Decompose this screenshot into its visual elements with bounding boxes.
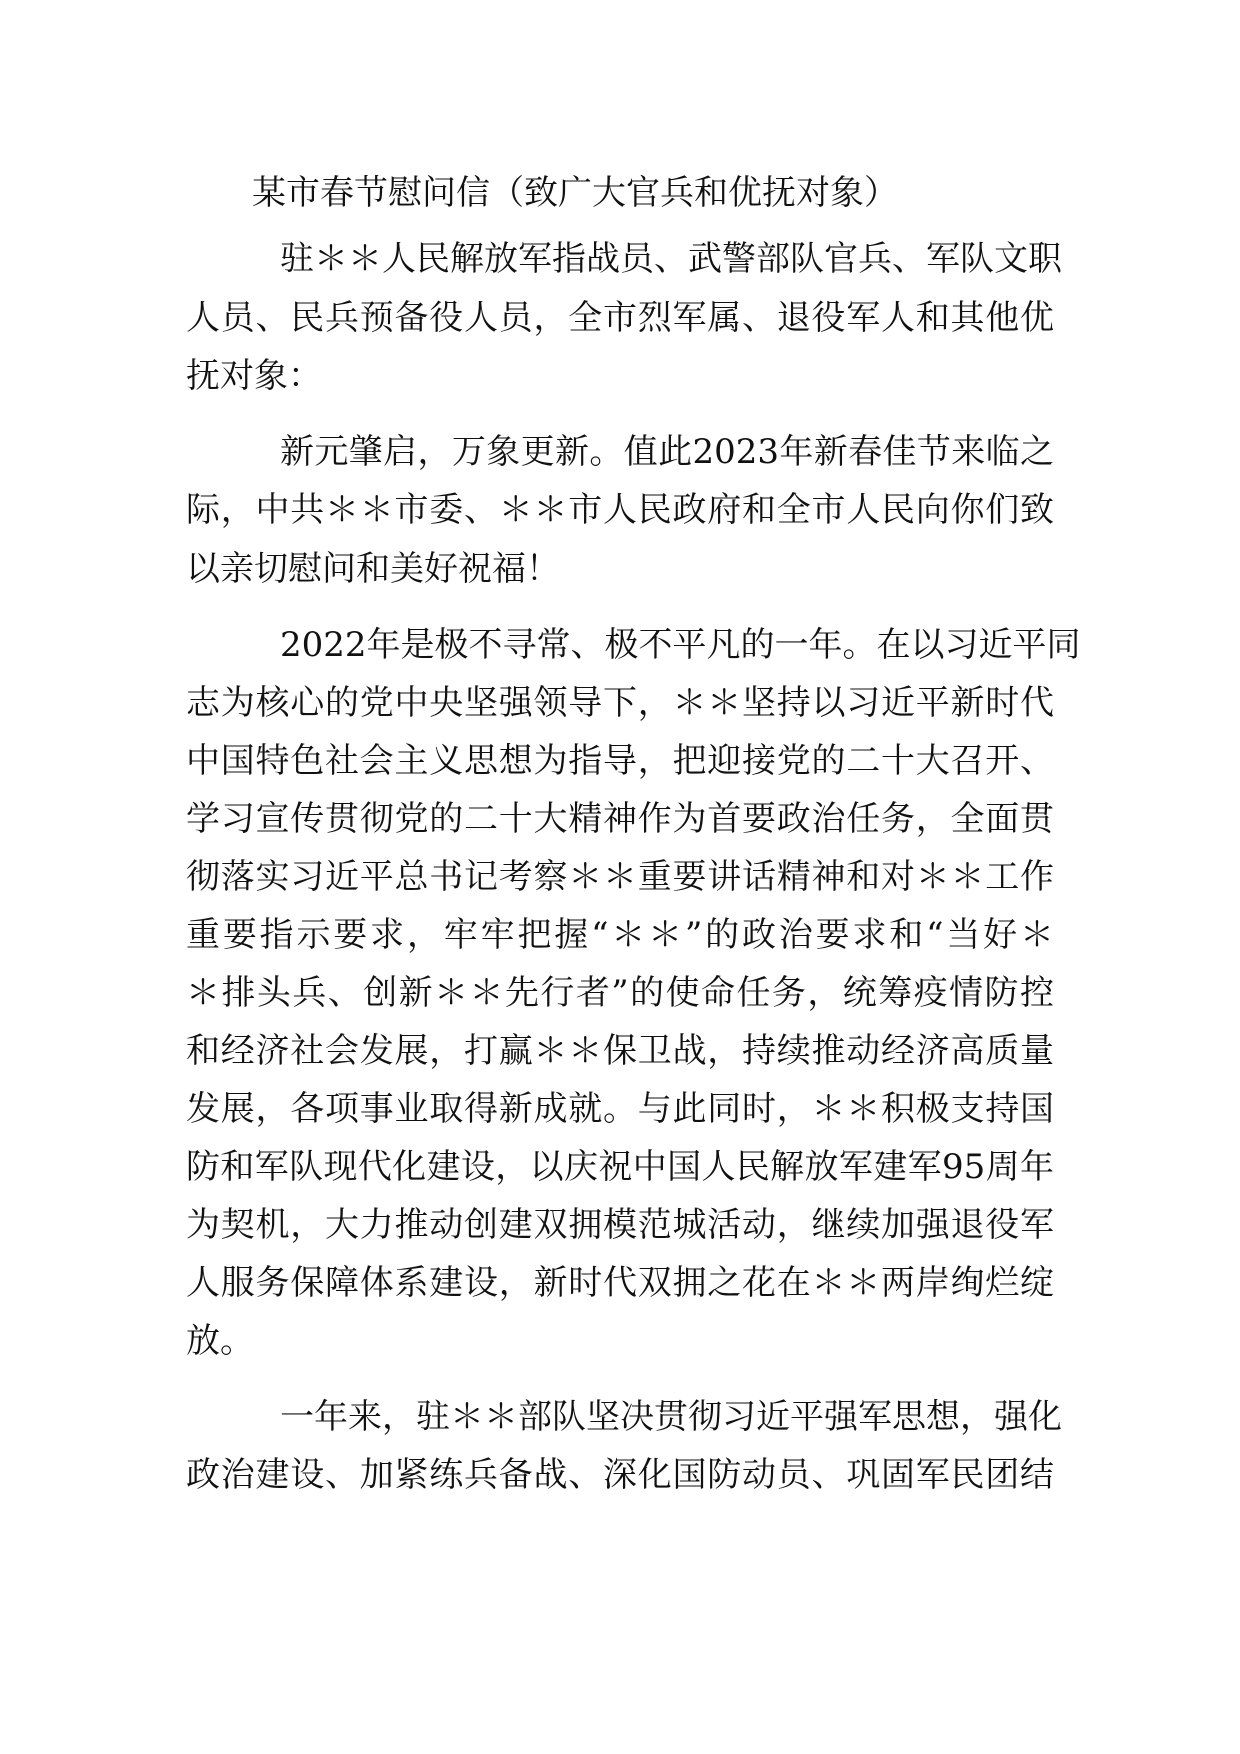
paragraph-line: 政治建设、加紧练兵备战、深化国防动员、巩固军民团结	[186, 1455, 1054, 1495]
paragraph-line: 学习宣传贯彻党的二十大精神作为首要政治任务，全面贯	[186, 799, 1054, 839]
paragraph-line: 驻＊＊人民解放军指战员、武警部队官兵、军队文职	[280, 239, 1062, 279]
paragraph-line: 一年来，驻＊＊部队坚决贯彻习近平强军思想，强化	[280, 1397, 1062, 1437]
paragraph-line: 人员、民兵预备役人员，全市烈军属、退役军人和其他优	[186, 298, 1054, 338]
paragraph-line: 2022年是极不寻常、极不平凡的一年。在以习近平同	[280, 625, 1081, 665]
paragraph-line: 人服务保障体系建设，新时代双拥之花在＊＊两岸绚烂绽	[186, 1263, 1054, 1303]
paragraph-line: 彻落实习近平总书记考察＊＊重要讲话精神和对＊＊工作	[186, 857, 1054, 897]
paragraph-line: 抚对象：	[186, 356, 322, 396]
paragraph-line: 为契机，大力推动创建双拥模范城活动，继续加强退役军	[186, 1205, 1054, 1245]
paragraph-line: 际，中共＊＊市委、＊＊市人民政府和全市人民向你们致	[186, 490, 1054, 530]
paragraph-line: 发展，各项事业取得新成就。与此同时，＊＊积极支持国	[186, 1089, 1054, 1129]
paragraph-line: 以亲切慰问和美好祝福！	[186, 549, 560, 589]
paragraph-line: 志为核心的党中央坚强领导下，＊＊坚持以习近平新时代	[186, 683, 1054, 723]
paragraph-line: 防和军队现代化建设，以庆祝中国人民解放军建军95周年	[186, 1147, 1054, 1187]
paragraph-line: 新元肇启，万象更新。值此2023年新春佳节来临之	[280, 432, 1054, 472]
paragraph-line: ＊排头兵、创新＊＊先行者”的使命任务，统筹疫情防控	[186, 973, 1054, 1013]
paragraph-line: 和经济社会发展，打赢＊＊保卫战，持续推动经济高质量	[186, 1031, 1054, 1071]
paragraph-line: 重要指示要求，牢牢把握“＊＊”的政治要求和“当好＊	[186, 915, 1054, 955]
paragraph-line: 放。	[186, 1321, 254, 1361]
paragraph-line: 中国特色社会主义思想为指导，把迎接党的二十大召开、	[186, 741, 1054, 781]
page-title: 某市春节慰问信（致广大官兵和优抚对象）	[252, 173, 898, 213]
